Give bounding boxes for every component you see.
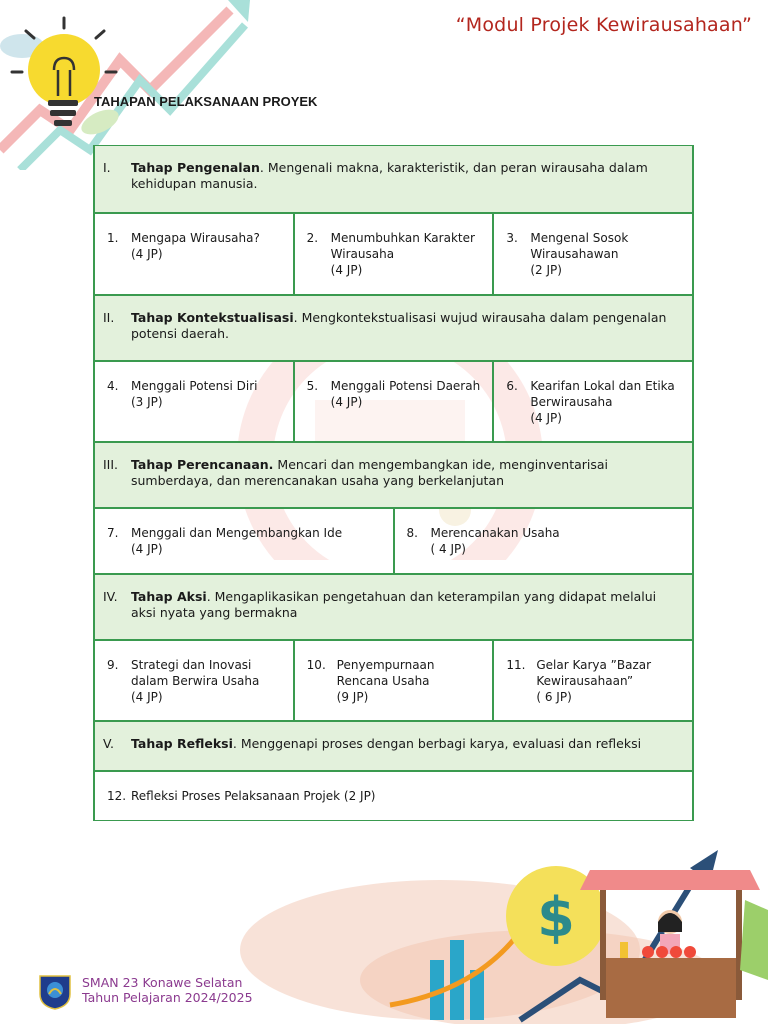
- activity-number: 7.: [107, 526, 119, 540]
- activity-title: Strategi dan Inovasi dalam Berwira Usaha: [131, 658, 260, 688]
- phase-numeral: III.: [103, 457, 119, 472]
- activity-number: 8.: [406, 526, 418, 540]
- phase-description: . Menggenapi proses dengan berbagi karya, evaluasi dan refleksi: [232, 736, 642, 751]
- activity-hours: (4 JP): [131, 690, 163, 704]
- activity-title: Mengapa Wirausaha?: [131, 231, 260, 245]
- activity-number: 10.: [306, 658, 326, 672]
- activity-cell: [95, 362, 293, 441]
- activity-number: 4.: [107, 379, 119, 393]
- lightbulb-icon: [28, 34, 100, 106]
- module-title: “Modul Projek Kewirausahaan”: [455, 14, 752, 36]
- activity-hours: ( 4 JP): [430, 542, 466, 556]
- activity-hours: (2 JP): [530, 263, 562, 277]
- activity-hours: (9 JP): [336, 690, 369, 704]
- activity-cell: [293, 641, 493, 720]
- activity-number: 5.: [306, 379, 319, 393]
- phase-row: [95, 146, 692, 212]
- phase-name: Tahap Perencanaan.: [131, 457, 274, 472]
- phase-description: . Mengkontekstualisasi wujud wirausaha dalam pengenalan potensi daerah.: [131, 310, 667, 341]
- phase-row: [95, 573, 692, 639]
- activity-cell: [95, 509, 393, 573]
- school-name: SMAN 23 Konawe Selatan: [82, 975, 243, 990]
- activity-cell: [492, 362, 692, 441]
- activity-number: 3.: [506, 231, 518, 245]
- phase-description: . Mengaplikasikan pengetahuan dan keterampilan yang didapat melalui aksi nyata yang bermakna: [131, 589, 657, 620]
- activity-hours: ( 6 JP): [536, 690, 572, 704]
- activity-title: Menggali Potensi Daerah: [330, 379, 481, 393]
- activity-title: Merencanakan Usaha: [430, 526, 560, 540]
- activity-hours: (4 JP): [330, 395, 363, 409]
- activity-cell: [95, 214, 293, 294]
- activity-hours: (4 JP): [131, 247, 163, 261]
- activity-number: 2.: [306, 231, 319, 245]
- activity-row: [95, 770, 692, 820]
- phase-row: [95, 441, 692, 507]
- activity-hours: (4 JP): [530, 411, 562, 425]
- phase-numeral: II.: [103, 310, 115, 325]
- activity-row: [95, 507, 692, 573]
- activity-cell: [492, 641, 692, 720]
- activity-title: Menggali Potensi Diri: [131, 379, 258, 393]
- activity-number: 9.: [107, 658, 119, 672]
- activity-title: Menumbuhkan Karakter Wirausaha: [330, 231, 475, 261]
- activity-hours: (4 JP): [131, 542, 163, 556]
- phase-name: Tahap Aksi: [131, 589, 207, 604]
- activity-number: 12.: [107, 789, 127, 803]
- activity-number: 1.: [107, 231, 119, 245]
- footer-school-info: [82, 975, 253, 1005]
- activity-hours: (3 JP): [131, 395, 163, 409]
- phase-description: Mencari dan mengembangkan ide, menginventarisai sumberdaya, dan merencanakan usaha yang berkelanjutan: [131, 457, 609, 488]
- activity-title: Penyempurnaan Rencana Usaha: [336, 658, 435, 688]
- activity-title: Refleksi Proses Pelaksanaan Projek (2 JP): [131, 789, 376, 803]
- activity-row: [95, 360, 692, 441]
- school-logo-icon: [36, 972, 74, 1010]
- school-year: Tahun Pelajaran 2024/2025: [82, 990, 253, 1005]
- activity-number: 6.: [506, 379, 518, 393]
- activity-hours: (4 JP): [330, 263, 363, 277]
- phase-numeral: V.: [103, 736, 114, 751]
- activity-title: Menggali dan Mengembangkan Ide: [131, 526, 343, 540]
- phase-row: [95, 720, 692, 770]
- phase-name: Tahap Pengenalan: [131, 160, 260, 175]
- stages-table: [93, 145, 694, 821]
- phase-description: . Mengenali makna, karakteristik, dan peran wirausaha dalam kehidupan manusia.: [131, 160, 648, 191]
- activity-row: [95, 639, 692, 720]
- activity-cell: [293, 362, 493, 441]
- activity-cell: [95, 641, 293, 720]
- bazaar-decoration: [240, 830, 768, 1024]
- activity-cell: [492, 214, 692, 294]
- svg-text:$: $: [537, 886, 575, 949]
- activity-cell: [293, 214, 493, 294]
- phase-row: [95, 294, 692, 360]
- activity-row: [95, 212, 692, 294]
- activity-cell: [393, 509, 693, 573]
- activity-cell: [95, 772, 692, 820]
- phase-numeral: IV.: [103, 589, 118, 604]
- phase-numeral: I.: [103, 160, 111, 175]
- phase-name: Tahap Refleksi: [131, 736, 233, 751]
- activity-title: Gelar Karya ”Bazar Kewirausahaan”: [536, 658, 652, 688]
- activity-number: 11.: [506, 658, 526, 672]
- activity-title: Mengenal Sosok Wirausahawan: [530, 231, 629, 261]
- activity-title: Kearifan Lokal dan Etika Berwirausaha: [530, 379, 675, 409]
- section-title: TAHAPAN PELAKSANAAN PROYEK: [94, 94, 318, 109]
- phase-name: Tahap Kontekstualisasi: [131, 310, 294, 325]
